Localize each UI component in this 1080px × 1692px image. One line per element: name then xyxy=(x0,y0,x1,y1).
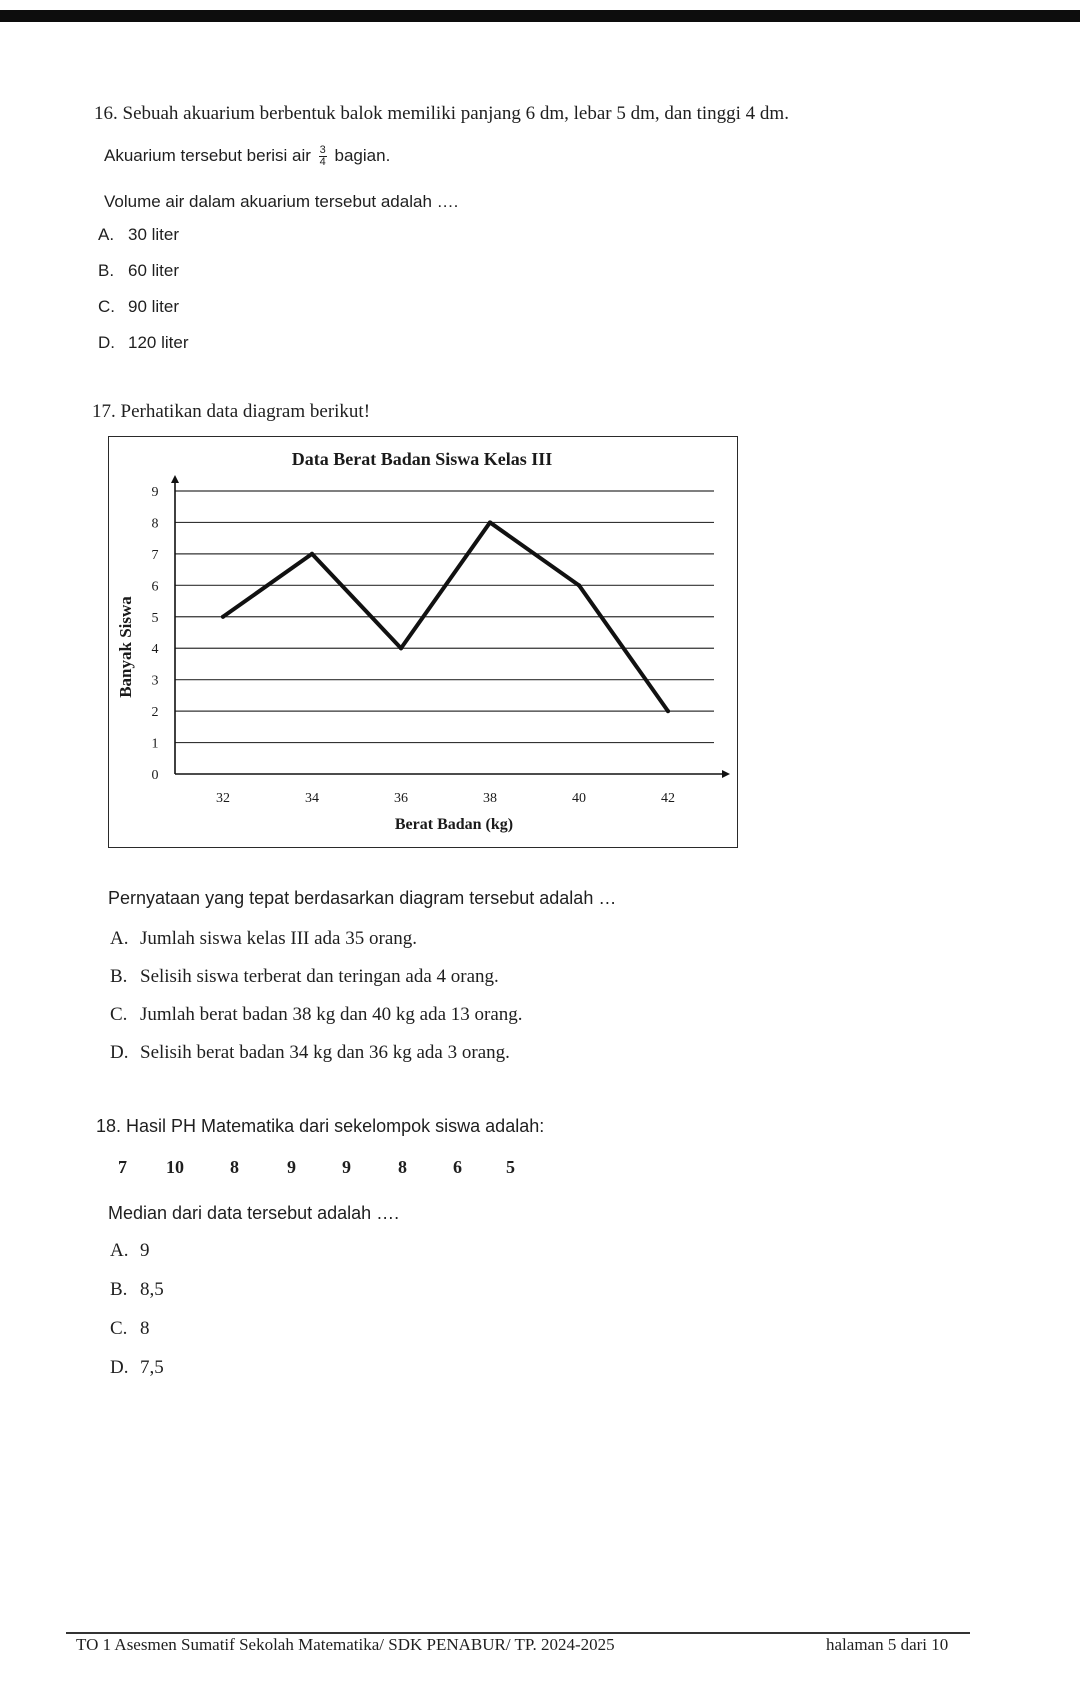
q18-option-d-letter: D. xyxy=(110,1357,129,1378)
q17-option-b[interactable] xyxy=(110,966,499,988)
q18-data-value: 9 xyxy=(342,1157,351,1177)
chart-series-segment xyxy=(312,554,401,648)
q16-number: 16. xyxy=(94,103,118,124)
q17-option-d-text: Selisih berat badan 34 kg dan 36 kg ada 3 orang. xyxy=(140,1042,510,1063)
q17-option-c-text: Jumlah berat badan 38 kg dan 40 kg ada 13 orang. xyxy=(140,1004,523,1025)
q18-stem xyxy=(96,1114,544,1138)
q18-data-value: 6 xyxy=(453,1157,462,1177)
line-chart-svg xyxy=(109,437,736,846)
q16-stem-suffix: bagian. xyxy=(334,146,391,165)
q16-option-c-text: 90 liter xyxy=(128,297,180,316)
q18-data-value: 9 xyxy=(287,1157,296,1177)
chart-xtick-label: 38 xyxy=(483,791,497,806)
q16-option-a-text: 30 liter xyxy=(128,225,180,244)
chart-ytick-label: 8 xyxy=(151,516,159,532)
q17-stem xyxy=(92,400,370,424)
q18-data-value: 8 xyxy=(230,1157,239,1177)
chart-ytick-label: 5 xyxy=(151,610,159,626)
q16-option-a-letter: A. xyxy=(98,225,115,244)
line-chart xyxy=(108,436,738,848)
chart-ytick-label: 7 xyxy=(151,547,159,563)
chart-xtick-label: 42 xyxy=(661,791,675,806)
q18-option-b-letter: B. xyxy=(110,1279,128,1300)
chart-data-point xyxy=(399,646,403,650)
q18-option-c[interactable] xyxy=(110,1318,150,1340)
chart-title: Data Berat Badan Siswa Kelas III xyxy=(291,449,553,469)
q17-question: Pernyataan yang tepat berdasarkan diagram tersebut adalah … xyxy=(108,888,617,908)
q17-option-c-letter: C. xyxy=(110,1004,128,1025)
q18-data-value: 10 xyxy=(166,1157,184,1177)
q18-data-value: 8 xyxy=(398,1157,407,1177)
chart-data-point xyxy=(310,552,314,556)
q17-option-b-letter: B. xyxy=(110,966,128,987)
q18-question: Median dari data tersebut adalah …. xyxy=(108,1203,400,1223)
q18-option-a-text: 9 xyxy=(140,1240,150,1261)
footer-divider xyxy=(66,1632,970,1634)
q16-stem-line1: Sebuah akuarium berbentuk balok memiliki panjang 6 dm, lebar 5 dm, dan tinggi 4 dm. xyxy=(122,103,789,124)
q16-option-d-letter: D. xyxy=(98,333,115,352)
q17-option-a-text: Jumlah siswa kelas III ada 35 orang. xyxy=(140,928,418,949)
q18-option-c-text: 8 xyxy=(140,1318,150,1339)
q16-fraction xyxy=(319,145,327,168)
q18-data-value: 5 xyxy=(506,1157,515,1177)
q16-option-a[interactable] xyxy=(98,224,179,246)
q16-option-d-text: 120 liter xyxy=(128,333,189,352)
q16-option-c-letter: C. xyxy=(98,297,115,316)
chart-xtick-label: 32 xyxy=(216,791,230,806)
chart-ytick-label: 6 xyxy=(151,579,159,595)
chart-ytick-label: 2 xyxy=(151,705,159,721)
q17-number: 17. xyxy=(92,401,116,422)
q18-number: 18. xyxy=(96,1116,122,1136)
chart-ylabel: Banyak Siswa xyxy=(116,596,135,698)
q16-stem xyxy=(94,102,789,126)
q18-option-d[interactable] xyxy=(110,1357,164,1379)
chart-ytick-label: 0 xyxy=(151,768,159,783)
q17-option-d-letter: D. xyxy=(110,1042,129,1063)
q18-data-value: 7 xyxy=(118,1157,127,1177)
q16-stem-line2 xyxy=(104,144,390,168)
q16-option-d[interactable] xyxy=(98,332,188,354)
q16-option-b-letter: B. xyxy=(98,261,115,280)
q18-option-c-letter: C. xyxy=(110,1318,128,1339)
top-border xyxy=(0,10,1080,22)
q16-option-b[interactable] xyxy=(98,260,179,282)
chart-ytick-label: 9 xyxy=(151,485,159,500)
chart-ytick-label: 4 xyxy=(151,642,159,658)
q16-stem-prefix: Akuarium tersebut berisi air xyxy=(104,146,311,165)
q18-option-b[interactable] xyxy=(110,1279,164,1301)
chart-ytick-label: 1 xyxy=(151,736,159,752)
chart-data-point xyxy=(577,583,581,587)
chart-ytick-label: 3 xyxy=(151,673,159,689)
q16-option-b-text: 60 liter xyxy=(128,261,180,280)
q16-question: Volume air dalam akuarium tersebut adalah …. xyxy=(104,192,459,211)
q17-stem-text: Perhatikan data diagram berikut! xyxy=(120,401,371,422)
footer-page-number: halaman 5 dari 10 xyxy=(826,1635,949,1654)
q16-fraction-den: 4 xyxy=(319,156,326,169)
q17-option-d[interactable] xyxy=(110,1042,510,1064)
q16-fraction-num: 3 xyxy=(319,144,326,157)
q18-option-a[interactable] xyxy=(110,1240,150,1262)
footer-title: TO 1 Asesmen Sumatif Sekolah Matematika/ SDK PENABUR/ TP. 2024-2025 xyxy=(76,1635,615,1654)
q18-option-b-text: 8,5 xyxy=(140,1279,164,1300)
q17-option-a-letter: A. xyxy=(110,928,129,949)
chart-xtick-label: 40 xyxy=(572,791,586,806)
q18-option-d-text: 7,5 xyxy=(140,1357,164,1378)
chart-xlabel: Berat Badan (kg) xyxy=(394,816,514,833)
chart-x-axis-arrow xyxy=(722,770,730,778)
chart-xtick-label: 36 xyxy=(394,791,408,806)
q17-option-a[interactable] xyxy=(110,928,417,950)
chart-data-point xyxy=(221,615,225,619)
chart-y-axis-arrow xyxy=(171,475,179,483)
q18-option-a-letter: A. xyxy=(110,1240,129,1261)
q17-option-b-text: Selisih siswa terberat dan teringan ada 4 orang. xyxy=(140,966,499,987)
chart-data-point xyxy=(666,709,670,713)
q16-option-c[interactable] xyxy=(98,296,179,318)
q17-option-c[interactable] xyxy=(110,1004,523,1026)
q18-stem-text: Hasil PH Matematika dari sekelompok siswa adalah: xyxy=(126,1116,545,1136)
chart-data-point xyxy=(488,520,492,524)
chart-xtick-label: 34 xyxy=(305,791,319,806)
